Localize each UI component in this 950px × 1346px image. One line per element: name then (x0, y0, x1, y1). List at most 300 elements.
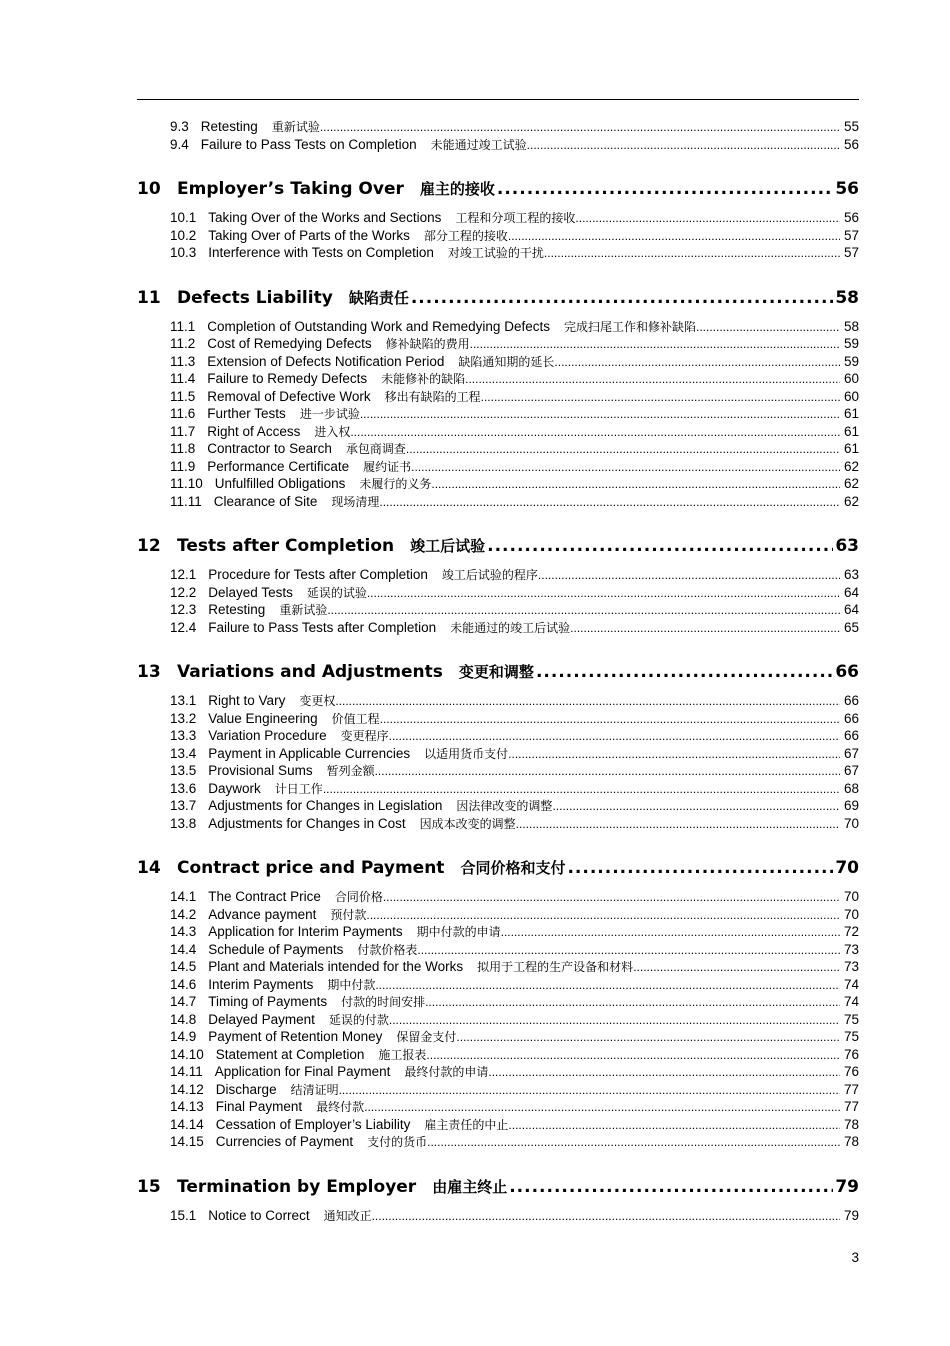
toc-entry[interactable] (137, 1063, 859, 1081)
dot-leader (508, 228, 840, 246)
toc-entry[interactable] (137, 584, 859, 602)
entry-title-en: Adjustments for Changes in Cost (208, 815, 406, 831)
entry-title-zh: 移出有缺陷的工程 (384, 389, 481, 404)
entry-number: 12.3 (170, 602, 197, 617)
toc-entry[interactable] (137, 458, 859, 476)
toc-entry[interactable] (137, 993, 859, 1011)
entry-title-en: Removal of Defective Work (207, 388, 371, 404)
chapter-number: 12 (137, 536, 161, 556)
dot-leader (509, 1167, 833, 1207)
entry-page: 64 (843, 602, 859, 617)
entry-title-en: Completion of Outstanding Work and Remedying Defects (207, 318, 550, 334)
entry-title-en: Interference with Tests on Completion (208, 245, 434, 260)
chapter-section (137, 848, 859, 1151)
dot-leader (487, 526, 833, 566)
dot-leader (411, 459, 840, 477)
entry-page: 72 (843, 924, 859, 939)
entry-title-zh: 未能通过的竣工后试验 (450, 620, 571, 635)
entry-page: 59 (843, 336, 859, 351)
dot-leader (536, 652, 833, 692)
dot-leader (406, 441, 840, 459)
dot-leader (335, 693, 840, 711)
dot-leader (411, 278, 834, 318)
toc-entry[interactable] (137, 692, 859, 710)
entry-page: 62 (843, 458, 859, 474)
entry-page: 57 (843, 245, 859, 260)
entry-title-en: Contractor to Search (207, 441, 332, 456)
dot-leader (367, 585, 840, 603)
chapter-page: 70 (835, 858, 859, 878)
dot-leader (575, 210, 840, 228)
entry-number: 14.13 (170, 1099, 204, 1114)
toc-entry[interactable] (137, 1028, 859, 1046)
chapter-page: 63 (835, 536, 859, 556)
toc-entry[interactable] (137, 1046, 859, 1064)
dot-leader (456, 1029, 840, 1047)
entry-number: 14.12 (170, 1081, 204, 1097)
entry-page: 61 (843, 441, 859, 456)
chapter-heading[interactable] (137, 526, 859, 566)
entry-number: 14.4 (170, 941, 197, 957)
entry-title-zh: 未能修补的缺陷 (381, 372, 466, 386)
entry-page: 70 (843, 906, 859, 922)
toc-entry[interactable] (137, 888, 859, 906)
entry-page: 67 (843, 763, 859, 778)
toc-entry[interactable] (137, 475, 859, 493)
entry-page: 66 (843, 728, 859, 743)
entry-number: 11.10 (170, 476, 203, 491)
entry-number: 14.3 (170, 924, 197, 939)
dot-leader (379, 494, 840, 512)
entry-page: 59 (843, 353, 859, 369)
dot-leader (417, 942, 840, 960)
toc-entry[interactable] (137, 1207, 859, 1225)
entry-number: 10.1 (170, 210, 197, 225)
entry-title-zh: 进一步试验 (299, 407, 360, 421)
dot-leader (350, 424, 840, 442)
dot-leader (380, 711, 840, 729)
entry-page: 68 (843, 780, 859, 796)
dot-leader (426, 1047, 840, 1065)
entry-title-en: Further Tests (207, 406, 286, 421)
entry-title-en: Adjustments for Changes in Legislation (208, 798, 443, 813)
toc-entry[interactable] (137, 976, 859, 994)
entry-title-en: Schedule of Payments (208, 941, 344, 957)
entry-title-zh: 变更程序 (340, 729, 389, 743)
dot-leader (366, 907, 840, 925)
entry-page: 62 (843, 493, 859, 509)
entry-number: 14.5 (170, 959, 197, 974)
entry-title-zh: 付款价格表 (357, 942, 418, 957)
chapter-number: 14 (137, 858, 161, 878)
chapter-heading[interactable] (137, 848, 859, 888)
entry-title-zh: 竣工后试验的程序 (441, 568, 538, 582)
page-number: 3 (851, 1250, 859, 1265)
entry-title-en: Taking Over of the Works and Sections (208, 210, 442, 225)
entry-title-en: Statement at Completion (215, 1046, 365, 1062)
entry-title-zh: 以适用货币支付 (424, 746, 509, 761)
entry-page: 77 (843, 1099, 859, 1114)
toc-entry[interactable] (137, 493, 859, 511)
entry-title-zh: 进入权 (314, 424, 351, 439)
entry-number: 14.14 (170, 1116, 204, 1132)
entry-title-zh: 付款的时间安排 (341, 995, 426, 1009)
entry-title-zh: 因法律改变的调整 (456, 799, 553, 813)
entry-title-zh: 重新试验 (279, 603, 328, 617)
entry-title-zh: 拟用于工程的生产设备和材料 (477, 960, 634, 974)
entry-number: 12.4 (170, 619, 197, 635)
entry-title-en: Cost of Remedying Defects (207, 336, 372, 351)
entry-title-zh: 保留金支付 (396, 1030, 457, 1044)
dot-leader (516, 816, 840, 834)
entry-page: 75 (843, 1011, 859, 1027)
dot-leader (567, 848, 833, 888)
entry-title-en: Retesting (200, 119, 258, 134)
toc-entry[interactable] (137, 797, 859, 815)
toc-entry[interactable] (137, 318, 859, 336)
entry-title-zh: 雇主责任的中止 (424, 1117, 509, 1132)
entry-page: 76 (843, 1046, 859, 1062)
toc-entry[interactable] (137, 941, 859, 959)
chapter-page: 79 (835, 1176, 859, 1197)
chapter-title-en: Contract price and Payment (177, 858, 445, 878)
entry-page: 66 (843, 693, 859, 708)
chapter-page: 66 (835, 662, 859, 682)
chapter-title-zh: 变更和调整 (458, 663, 534, 681)
entry-title-zh: 履约证书 (363, 459, 412, 474)
toc-entry[interactable] (137, 727, 859, 745)
entry-page: 60 (843, 388, 859, 404)
chapter-title-en: Employer’s Taking Over (177, 179, 404, 199)
toc-entry[interactable] (137, 710, 859, 728)
entry-title-en: Payment in Applicable Currencies (208, 745, 411, 761)
entry-page: 62 (843, 476, 859, 491)
dot-leader (570, 620, 840, 638)
entry-number: 14.10 (170, 1046, 204, 1062)
entry-number: 11.1 (170, 318, 196, 334)
chapter-title-zh: 竣工后试验 (410, 537, 486, 555)
entry-page: 67 (843, 745, 859, 761)
entry-title-en: Daywork (208, 780, 261, 796)
entry-title-en: Discharge (215, 1081, 277, 1097)
dot-leader (431, 476, 840, 494)
chapter-heading[interactable] (137, 1167, 859, 1207)
entry-number: 11.9 (170, 458, 196, 474)
entry-title-en: Application for Interim Payments (208, 924, 403, 939)
chapter-heading[interactable] (137, 169, 859, 209)
entry-title-zh: 完成扫尾工作和修补缺陷 (563, 319, 696, 334)
toc-entry[interactable] (137, 1081, 859, 1099)
entry-page: 70 (843, 815, 859, 831)
entry-title-zh: 承包商调查 (345, 442, 406, 456)
entry-page: 74 (843, 994, 859, 1009)
entry-title-zh: 重新试验 (271, 120, 320, 134)
dot-leader (389, 1012, 840, 1030)
toc-entry[interactable] (137, 370, 859, 388)
toc-entry[interactable] (137, 1098, 859, 1116)
entry-page: 77 (843, 1081, 859, 1097)
entry-number: 11.5 (170, 388, 196, 404)
toc-entry[interactable] (137, 762, 859, 780)
chapter-title-zh: 缺陷责任 (348, 288, 409, 307)
dot-leader (427, 1134, 840, 1152)
entry-title-en: Currencies of Payment (215, 1134, 354, 1149)
entry-title-en: Extension of Defects Notification Period (207, 353, 445, 369)
entry-number: 13.4 (170, 745, 197, 761)
entry-number: 11.11 (170, 493, 202, 509)
dot-leader (375, 977, 840, 995)
entry-number: 13.7 (170, 798, 197, 813)
chapter-section (137, 1167, 859, 1225)
chapter-number: 11 (137, 287, 161, 308)
entry-title-zh: 计日工作 (274, 781, 323, 796)
entry-page: 56 (843, 210, 859, 225)
toc-entry[interactable] (137, 619, 859, 637)
leading-entries (137, 118, 859, 153)
entry-title-zh: 修补缺陷的费用 (385, 337, 470, 351)
dot-leader (497, 169, 833, 209)
chapter-title-en: Defects Liability (177, 287, 333, 308)
entry-title-en: The Contract Price (208, 889, 321, 904)
entry-title-zh: 价值工程 (331, 711, 380, 726)
toc-entry[interactable] (137, 227, 859, 245)
toc-entry[interactable] (137, 423, 859, 441)
entry-title-zh: 延误的付款 (328, 1012, 389, 1027)
chapter-title-zh: 由雇主终止 (432, 1177, 508, 1196)
toc-entry[interactable] (137, 118, 859, 136)
entry-title-en: Notice to Correct (208, 1207, 310, 1223)
entry-title-en: Right to Vary (208, 693, 286, 708)
entry-page: 76 (843, 1064, 859, 1079)
entry-title-en: Retesting (208, 602, 266, 617)
table-of-contents (137, 118, 859, 1240)
entry-page: 78 (843, 1134, 859, 1149)
entry-title-en: Failure to Remedy Defects (207, 371, 368, 386)
entry-number: 11.8 (170, 441, 196, 456)
dot-leader (481, 389, 840, 407)
dot-leader (488, 1064, 840, 1082)
entry-title-en: Value Engineering (208, 710, 318, 726)
entry-page: 78 (843, 1116, 859, 1132)
entry-number: 14.1 (170, 889, 197, 904)
entry-number: 10.2 (170, 227, 197, 243)
toc-entry[interactable] (137, 601, 859, 619)
entry-page: 55 (843, 119, 859, 134)
chapter-page: 56 (835, 179, 859, 199)
chapter-section (137, 278, 859, 511)
dot-leader (554, 354, 840, 372)
entry-title-en: Final Payment (215, 1099, 303, 1114)
entry-number: 11.7 (170, 423, 196, 439)
dot-leader (327, 602, 840, 620)
dot-leader (696, 319, 840, 337)
entry-number: 13.3 (170, 728, 197, 743)
dot-leader (372, 1208, 840, 1226)
entry-page: 73 (843, 941, 859, 957)
toc-entry[interactable] (137, 244, 859, 262)
entry-title-zh: 部分工程的接收 (423, 228, 508, 243)
chapter-number: 10 (137, 179, 161, 199)
entry-number: 14.6 (170, 976, 197, 992)
entry-title-en: Application for Final Payment (214, 1064, 391, 1079)
entry-number: 12.2 (170, 584, 197, 600)
entry-title-zh: 支付的货币 (367, 1135, 428, 1149)
entry-number: 13.6 (170, 780, 197, 796)
header-rule (137, 99, 859, 100)
dot-leader (339, 1082, 840, 1100)
toc-entry[interactable] (137, 136, 859, 154)
entry-title-en: Procedure for Tests after Completion (208, 567, 428, 582)
toc-entry[interactable] (137, 923, 859, 941)
dot-leader (389, 728, 840, 746)
entry-title-zh: 现场清理 (331, 494, 380, 509)
chapter-heading[interactable] (137, 652, 859, 692)
chapter-title-zh: 雇主的接收 (419, 180, 495, 198)
entry-page: 58 (843, 318, 859, 334)
toc-entry[interactable] (137, 209, 859, 227)
entry-title-en: Plant and Materials intended for the Works (208, 959, 464, 974)
entry-page: 75 (843, 1029, 859, 1044)
entry-title-en: Advance payment (208, 906, 317, 922)
entry-title-zh: 未履行的义务 (359, 477, 432, 491)
dot-leader (552, 798, 840, 816)
entry-title-zh: 未能通过竣工试验 (430, 137, 527, 152)
entry-title-en: Failure to Pass Tests on Completion (200, 136, 417, 152)
entry-title-en: Delayed Payment (208, 1011, 315, 1027)
toc-entry[interactable] (137, 353, 859, 371)
entry-title-zh: 期中付款 (327, 977, 376, 992)
toc-entry[interactable] (137, 388, 859, 406)
dot-leader (383, 889, 840, 907)
dot-leader (425, 994, 840, 1012)
entry-number: 11.6 (170, 406, 196, 421)
dot-leader (544, 245, 840, 263)
toc-entry[interactable] (137, 1116, 859, 1134)
entry-page: 66 (843, 710, 859, 726)
entry-number: 13.2 (170, 710, 197, 726)
entry-number: 13.1 (170, 693, 197, 708)
entry-title-en: Taking Over of Parts of the Works (208, 227, 410, 243)
dot-leader (320, 119, 840, 137)
entry-number: 13.5 (170, 763, 197, 778)
entry-title-zh: 因成本改变的调整 (419, 816, 516, 831)
entry-page: 64 (843, 584, 859, 600)
entry-title-en: Payment of Retention Money (208, 1029, 383, 1044)
entry-number: 13.8 (170, 815, 197, 831)
dot-leader (360, 406, 840, 424)
entry-number: 12.1 (170, 567, 197, 582)
toc-entry[interactable] (137, 815, 859, 833)
toc-entry[interactable] (137, 440, 859, 458)
entry-title-en: Failure to Pass Tests after Completion (208, 619, 437, 635)
entry-number: 14.8 (170, 1011, 197, 1027)
toc-entry[interactable] (137, 780, 859, 798)
entry-page: 74 (843, 976, 859, 992)
entry-number: 14.11 (170, 1064, 203, 1079)
entry-number: 14.15 (170, 1134, 204, 1149)
chapter-number: 13 (137, 662, 161, 682)
entry-title-en: Clearance of Site (213, 493, 318, 509)
entry-title-zh: 延误的试验 (306, 585, 367, 600)
entry-page: 79 (843, 1207, 859, 1223)
chapter-page: 58 (835, 287, 859, 308)
dot-leader (527, 137, 840, 155)
entry-title-zh: 最终付款的申请 (404, 1065, 489, 1079)
chapter-number: 15 (137, 1176, 161, 1197)
entry-title-en: Right of Access (207, 423, 301, 439)
entry-page: 61 (843, 423, 859, 439)
dot-leader (508, 746, 840, 764)
toc-entry[interactable] (137, 566, 859, 584)
chapter-title-en: Tests after Completion (177, 536, 395, 556)
entry-page: 63 (843, 567, 859, 582)
chapter-section (137, 169, 859, 262)
entry-number: 14.9 (170, 1029, 197, 1044)
dot-leader (508, 1117, 840, 1135)
entry-number: 11.3 (170, 353, 196, 369)
entry-title-zh: 期中付款的申请 (416, 925, 501, 939)
entry-number: 14.7 (170, 994, 197, 1009)
entry-title-en: Timing of Payments (208, 994, 328, 1009)
toc-entry[interactable] (137, 1133, 859, 1151)
entry-number: 9.3 (170, 119, 189, 134)
entry-title-zh: 预付款 (330, 907, 367, 922)
toc-entry[interactable] (137, 958, 859, 976)
entry-page: 61 (843, 406, 859, 421)
entry-title-zh: 变更权 (299, 694, 336, 708)
entry-number: 11.4 (170, 371, 196, 386)
entry-title-zh: 工程和分项工程的接收 (455, 211, 576, 225)
entry-page: 65 (843, 619, 859, 635)
entry-title-zh: 合同价格 (334, 890, 383, 904)
toc-entry[interactable] (137, 405, 859, 423)
toc-entry[interactable] (137, 745, 859, 763)
entry-title-zh: 缺陷通知期的延长 (458, 354, 555, 369)
dot-leader (375, 763, 840, 781)
dot-leader (323, 781, 840, 799)
entry-page: 57 (843, 227, 859, 243)
entry-title-zh: 最终付款 (316, 1100, 365, 1114)
chapter-heading[interactable] (137, 278, 859, 318)
toc-entry[interactable] (137, 1011, 859, 1029)
entry-page: 73 (843, 959, 859, 974)
entry-number: 14.2 (170, 906, 197, 922)
entry-page: 69 (843, 798, 859, 813)
entry-page: 56 (843, 136, 859, 152)
toc-entry[interactable] (137, 335, 859, 353)
dot-leader (633, 959, 840, 977)
entry-title-zh: 结清证明 (290, 1082, 339, 1097)
chapter-title-en: Termination by Employer (177, 1176, 417, 1197)
entry-title-zh: 通知改正 (323, 1208, 372, 1223)
entry-title-en: Variation Procedure (208, 728, 327, 743)
entry-title-en: Performance Certificate (207, 458, 350, 474)
entry-title-zh: 对竣工试验的干扰 (447, 246, 544, 260)
dot-leader (465, 371, 840, 389)
entry-title-zh: 暂列金额 (326, 764, 375, 778)
dot-leader (364, 1099, 840, 1117)
dot-leader (538, 567, 840, 585)
entry-page: 70 (843, 889, 859, 904)
chapter-title-zh: 合同价格和支付 (460, 859, 566, 877)
toc-entry[interactable] (137, 906, 859, 924)
entry-page: 60 (843, 371, 859, 386)
entry-title-en: Interim Payments (208, 976, 314, 992)
entry-title-en: Unfulfilled Obligations (214, 476, 346, 491)
entry-number: 10.3 (170, 245, 197, 260)
dot-leader (470, 336, 840, 354)
entry-title-zh: 施工报表 (378, 1047, 427, 1062)
